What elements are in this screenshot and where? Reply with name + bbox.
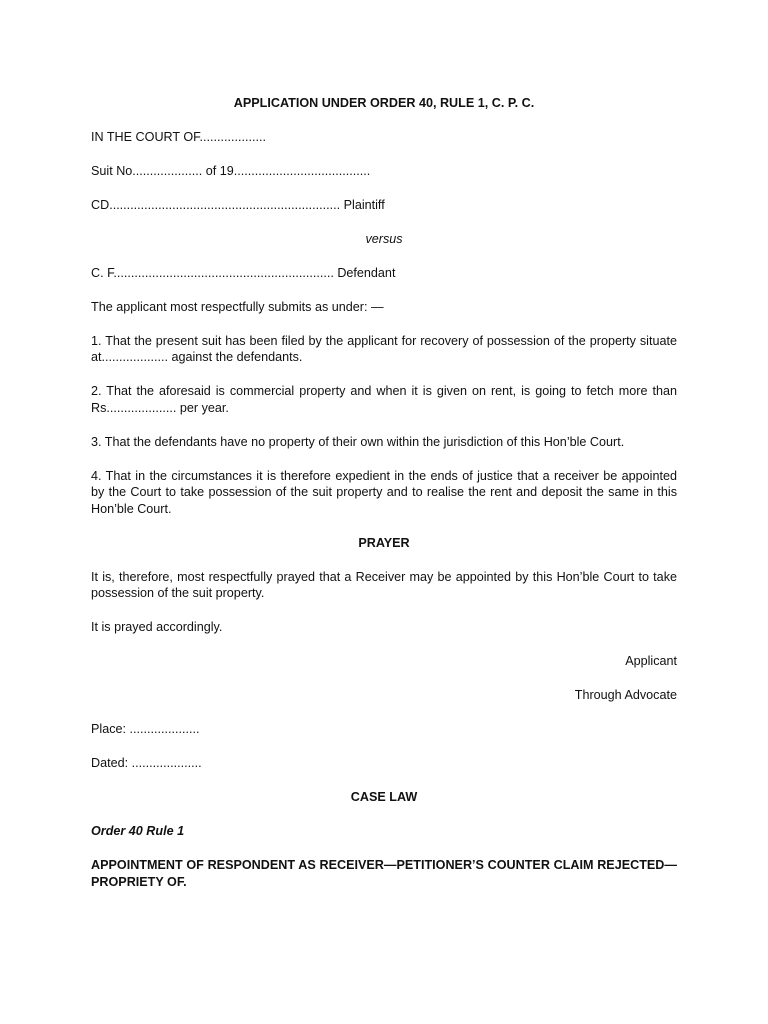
prayer-heading: PRAYER bbox=[358, 535, 410, 550]
case-summary-heading: APPOINTMENT OF RESPONDENT AS RECEIVER—PETITIONER’S COUNTER CLAIM REJECTED—PROPRIETY OF. bbox=[91, 858, 677, 889]
defendant-line: C. F............................................................... Defendant bbox=[91, 265, 396, 280]
order-rule-subheading: Order 40 Rule 1 bbox=[91, 824, 185, 838]
applicant-label: Applicant bbox=[625, 654, 677, 668]
versus-text: versus bbox=[365, 231, 403, 246]
document-title: APPLICATION UNDER ORDER 40, RULE 1, C. P. C. bbox=[233, 96, 535, 110]
prayed-accordingly-text: It is prayed accordingly. bbox=[91, 620, 223, 634]
point-2: 2. That the aforesaid is commercial property and when it is given on rent, is going to fetch more than Rs.................... per year. bbox=[91, 384, 677, 415]
place-line: Place: .................... bbox=[91, 722, 200, 736]
dated-line: Dated: .................... bbox=[91, 756, 202, 770]
document-page bbox=[91, 95, 677, 890]
prayer-text: It is, therefore, most respectfully prayed that a Receiver may be appointed by this Hon’ble Court to take possession of the suit property. bbox=[91, 569, 677, 600]
through-advocate-label: Through Advocate bbox=[574, 688, 677, 702]
suit-number-line: Suit No.................... of 19....................................... bbox=[91, 163, 371, 178]
point-1: 1. That the present suit has been filed by the applicant for recovery of possession of the property situate at................... against the defendants. bbox=[91, 333, 677, 364]
point-4: 4. That in the circumstances it is therefore expedient in the ends of justice that a receiver be appointed by the Court to take possession of the suit property and to realise the rent and deposit the same in this Hon’ble Court. bbox=[91, 468, 677, 516]
intro-text: The applicant most respectfully submits as under: — bbox=[91, 299, 384, 314]
plaintiff-line: CD.................................................................. Plaintiff bbox=[91, 197, 385, 212]
court-line: IN THE COURT OF................... bbox=[91, 129, 266, 144]
case-law-heading: CASE LAW bbox=[350, 790, 418, 804]
point-3: 3. That the defendants have no property of their own within the jurisdiction of this Hon’ble Court. bbox=[91, 434, 625, 449]
